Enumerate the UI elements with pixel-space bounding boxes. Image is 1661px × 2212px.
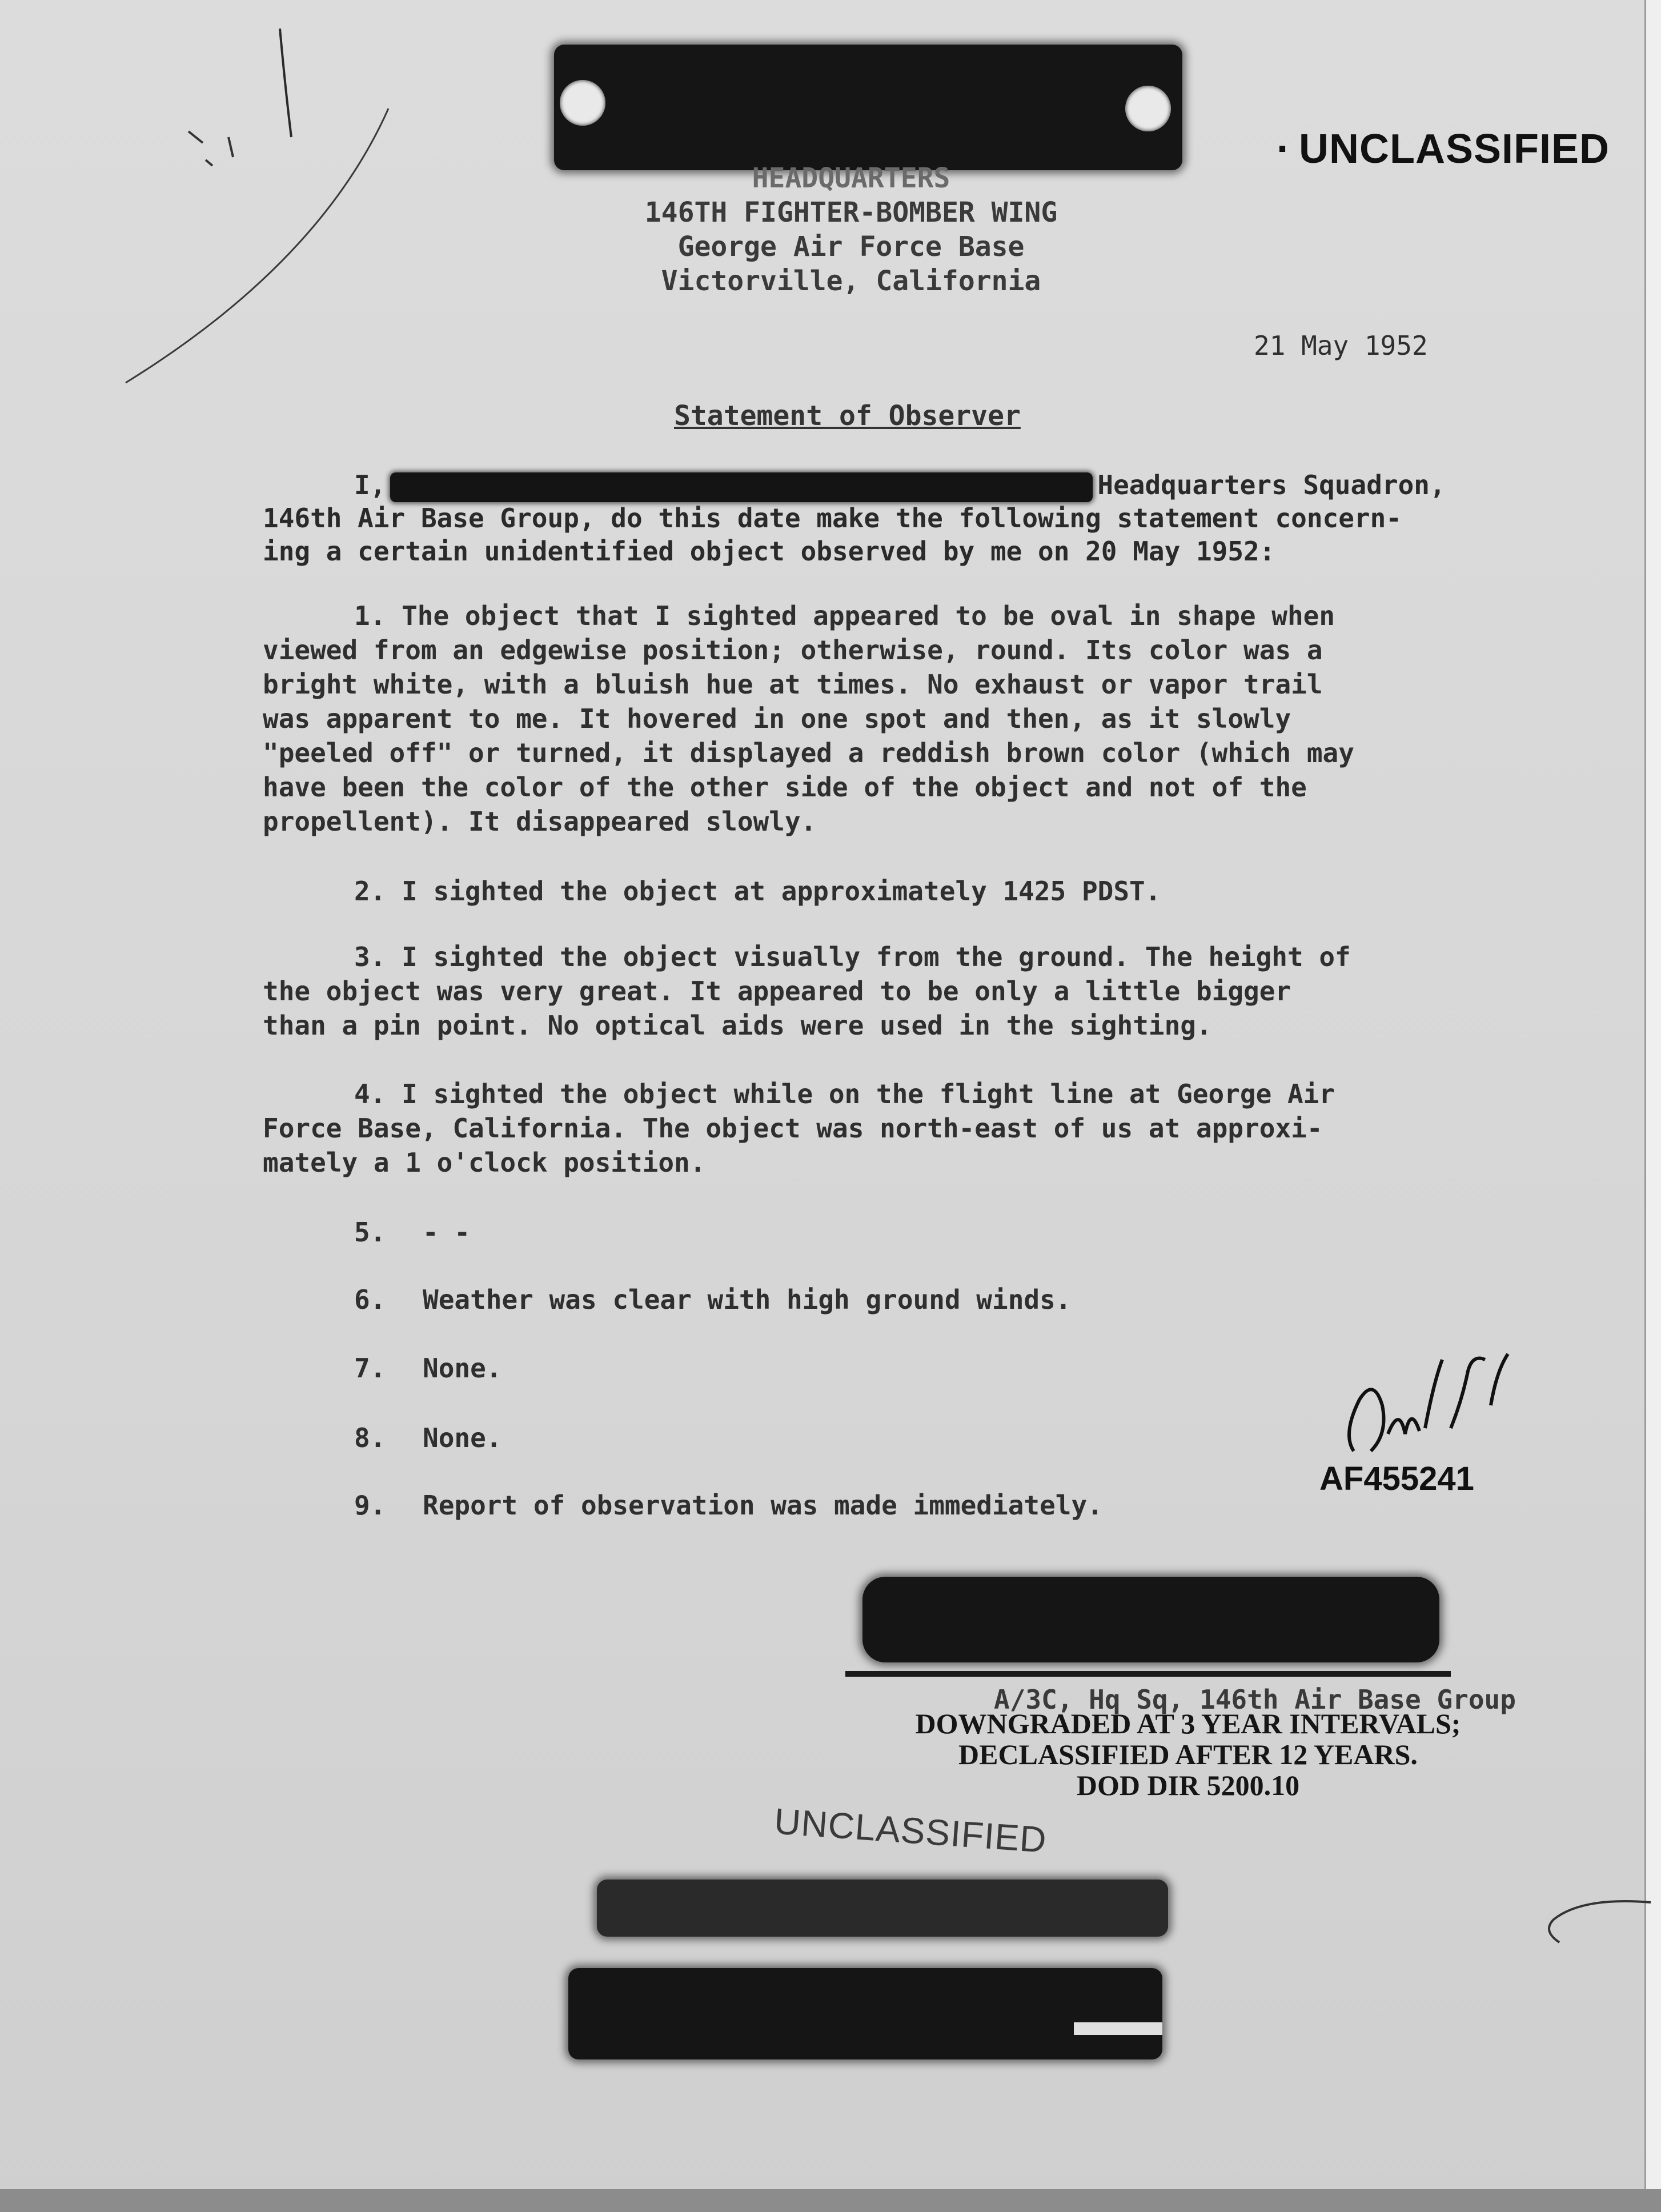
intro-line-1-end: Headquarters Squadron, (1097, 470, 1446, 500)
paragraph-1-line: "peeled off" or turned, it displayed a reddish brown color (which may (263, 738, 1354, 768)
intro-line-3: ing a certain unidentified object observed by me on 20 May 1952: (263, 536, 1275, 567)
item-text: None. (423, 1353, 502, 1384)
document-title: Statement of Observer (674, 400, 1021, 432)
letterhead-line-3: George Air Force Base (677, 231, 1025, 263)
paragraph-4-line: 4. I sighted the object while on the flight line at George Air (354, 1079, 1335, 1109)
signature-block: A/3C, Hq Sq, 146th Air Base Group (994, 1684, 1516, 1715)
scan-scratch-mark-right (1508, 1885, 1656, 1977)
redaction-signature (862, 1577, 1439, 1662)
paragraph-3-line: 3. I sighted the object visually from the ground. The height of (354, 941, 1351, 972)
paragraph-1-line: viewed from an edgewise position; otherwise, round. Its color was a (263, 635, 1323, 666)
paragraph-1 (263, 599, 1508, 839)
signature-line (845, 1671, 1451, 1677)
letterhead-line-4: Victorville, California (661, 265, 1041, 297)
item-text: None. (423, 1422, 502, 1453)
item-number: 9. (354, 1490, 386, 1521)
punch-hole-right (1125, 86, 1171, 131)
punch-hole-left (560, 80, 605, 126)
letterhead-line-2: 146TH FIGHTER-BOMBER WING (644, 197, 1058, 229)
paragraph-2 (263, 874, 1508, 908)
paragraph-1-line: 1. The object that I sighted appeared to be oval in shape when (354, 600, 1335, 631)
letterhead (560, 161, 1142, 298)
file-number: AF455241 (1319, 1460, 1474, 1497)
item-text: Weather was clear with high ground winds. (423, 1284, 1072, 1315)
paragraph-2-line: 2. I sighted the object at approximately 1425 PDST. (354, 876, 1161, 907)
redaction-bottom-1 (597, 1880, 1168, 1937)
paragraph-3-line: the object was very great. It appeared to be only a little bigger (263, 976, 1291, 1007)
paragraph-3 (263, 940, 1508, 1043)
scan-border (0, 2189, 1661, 2212)
downgrade-stamp (868, 1708, 1508, 1801)
downgrade-line-3: DOD DIR 5200.10 (1076, 1769, 1300, 1801)
handwritten-initials (1319, 1337, 1536, 1462)
letterhead-line-1: HEADQUARTERS (752, 162, 950, 194)
intro-line-2: 146th Air Base Group, do this date make the following statement concern- (263, 503, 1402, 534)
redaction-bottom-2 (568, 1968, 1162, 2059)
redaction-notch (1074, 2022, 1162, 2035)
item-number: 6. (354, 1284, 386, 1315)
item-5 (354, 1217, 1496, 1248)
item-number: 8. (354, 1422, 386, 1453)
downgrade-line-1: DOWNGRADED AT 3 YEAR INTERVALS; (915, 1708, 1461, 1740)
paragraph-1-line: have been the color of the other side of the object and not of the (263, 772, 1307, 803)
item-text: Report of observation was made immediately. (423, 1490, 1103, 1521)
intro-line-1 (263, 468, 1508, 502)
downgrade-line-2: DECLASSIFIED AFTER 12 YEARS. (958, 1738, 1418, 1770)
paragraph-3-line: than a pin point. No optical aids were used in the sighting. (263, 1010, 1212, 1041)
document-date: 21 May 1952 (1254, 330, 1428, 361)
item-number: 5. (354, 1217, 386, 1248)
redaction-name (390, 472, 1093, 502)
paragraph-1-line: was apparent to me. It hovered in one spot and then, as it slowly (263, 703, 1291, 734)
redaction-top (554, 45, 1182, 170)
page-edge (1644, 0, 1661, 2212)
item-6 (354, 1284, 1496, 1315)
paragraph-4 (263, 1077, 1508, 1180)
intro-paragraph (263, 468, 1508, 568)
scan-scratch-marks (103, 23, 400, 400)
classification-stamp-top: · UNCLASSIFIED (1277, 126, 1610, 172)
item-number: 7. (354, 1353, 386, 1384)
paragraph-4-line: Force Base, California. The object was north-east of us at approxi- (263, 1113, 1323, 1144)
paragraph-1-line: propellent). It disappeared slowly. (263, 806, 817, 837)
paragraph-1-line: bright white, with a bluish hue at times. No exhaust or vapor trail (263, 669, 1323, 700)
intro-line-1-start: I, (354, 470, 386, 500)
item-text: - - (423, 1217, 471, 1248)
paragraph-4-line: mately a 1 o'clock position. (263, 1147, 706, 1178)
classification-stamp-bottom: UNCLASSIFIED (773, 1800, 1048, 1861)
